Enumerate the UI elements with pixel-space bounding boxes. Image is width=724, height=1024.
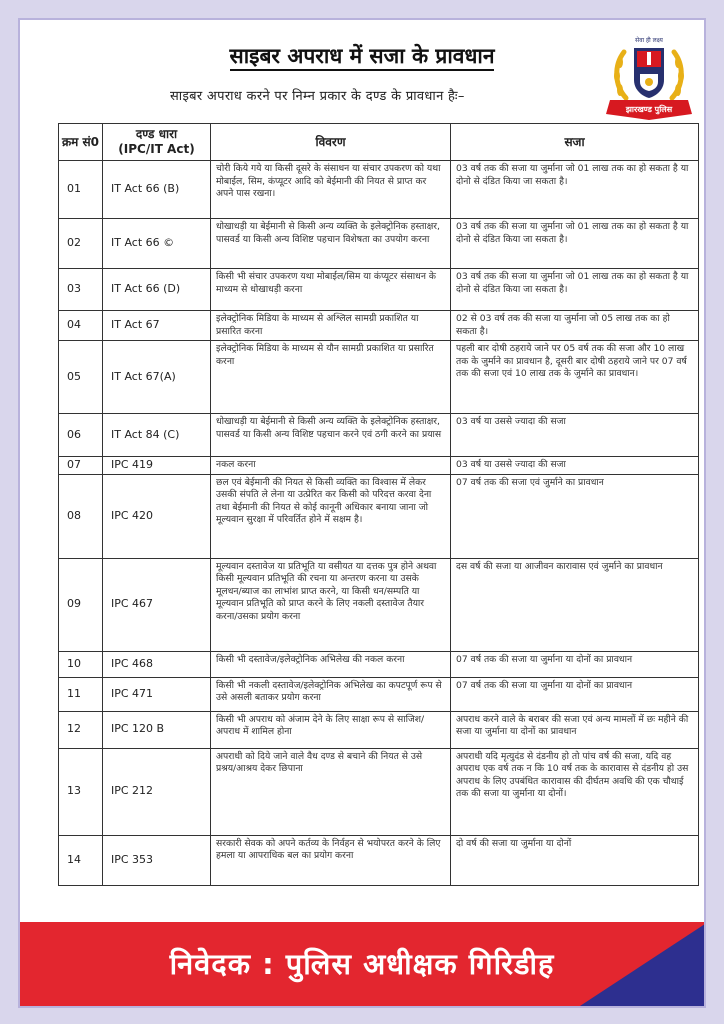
serial-cell: 10: [59, 651, 103, 677]
penalty-cell: 03 वर्ष तक की सजा या जुर्माना जो 01 लाख तक का हो सकता है या दोनो से दंडित किया जा सकता है।: [451, 161, 699, 219]
serial-cell: 06: [59, 414, 103, 457]
section-cell: IPC 471: [103, 677, 211, 711]
penalty-cell: 03 वर्ष या उससे ज्यादा की सजा: [451, 414, 699, 457]
notice-page: [18, 18, 706, 1008]
serial-cell: 14: [59, 835, 103, 885]
serial-cell: 11: [59, 677, 103, 711]
header-section-line1: दण्ड धारा: [135, 127, 178, 141]
description-cell: मूल्यवान दस्तावेज या प्रतिभूति या वसीयत या दत्तक पुत्र होने अथवा किसी मूल्यवान प्रतिभूति की रचना या अन्तरण करना या उसके मूलधन/ब्याज का लाभांश प्राप्त करने, या किसी धन/सम्पति या मूल्यवान प्रतिभूति को प्राप्त करने के लिए नकली दस्तावेज तैयार करना/उसका प्रयोग करना: [211, 558, 451, 651]
penalty-cell: पहली बार दोषी ठहराये जाने पर 05 वर्ष तक की सजा और 10 लाख तक के जुर्माने का प्रावधान है, दूसरी बार दोषी ठहराये जाने पर 07 वर्ष तक की सजा एवं 10 लाख तक के जुर्माने का प्रावधान।: [451, 341, 699, 414]
table-row: [59, 748, 699, 835]
penalty-cell: दो वर्ष की सजा या जुर्माना या दोनों: [451, 835, 699, 885]
section-cell: IT Act 67(A): [103, 341, 211, 414]
cyber-crime-penalty-table: [58, 123, 699, 886]
penalty-cell: 07 वर्ष तक की सजा या जुर्माना या दोनों का प्रावधान: [451, 677, 699, 711]
serial-cell: 05: [59, 341, 103, 414]
serial-cell: 03: [59, 269, 103, 311]
serial-cell: 12: [59, 711, 103, 748]
description-cell: धोखाधड़ी या बेईमानी से किसी अन्य व्यक्ति के इलेक्ट्रोनिक हस्ताक्षर, पासवर्ड या किसी अन्य विशिष्ट पहचान विशेषता का उपयोग करना: [211, 219, 451, 269]
penalty-cell: अपराध करने वाले के बराबर की सजा एवं अन्य मामलों में छः महीने की सजा या जुर्माना या दोनों का प्रावधान: [451, 711, 699, 748]
description-cell: सरकारी सेवक को अपने कर्तव्य के निर्वहन से भयोपरत करने के लिए हमला या आपराधिक बल का प्रयोग करना: [211, 835, 451, 885]
table-header-row: [59, 124, 699, 161]
description-cell: धोखाधड़ी या बेईमानी से किसी अन्य व्यक्ति के इलेक्ट्रोनिक हस्ताक्षर, पासवर्ड या किसी अन्य विशिष्ट पहचान करने एवं ठगी करने का प्रयास: [211, 414, 451, 457]
section-cell: IT Act 66 (B): [103, 161, 211, 219]
penalty-cell: 03 वर्ष या उससे ज्यादा की सजा: [451, 457, 699, 475]
table-row: [59, 677, 699, 711]
penalty-cell: 02 से 03 वर्ष तक की सजा या जुर्माना जो 05 लाख तक का हो सकता है।: [451, 311, 699, 341]
description-cell: किसी भी नकली दस्तावेज/इलेक्ट्रोनिक अभिलेख का कपटपूर्ण रूप से उसे असली बताकर प्रयोग करना: [211, 677, 451, 711]
table-row: [59, 414, 699, 457]
serial-cell: 04: [59, 311, 103, 341]
logo-top-text: सेवा ही लक्ष्य: [635, 37, 663, 44]
footer-text: निवेदक : पुलिस अधीक्षक गिरिडीह: [169, 947, 555, 981]
penalty-cell: 03 वर्ष तक की सजा या जुर्माना जो 01 लाख तक का हो सकता है या दोनो से दंडित किया जा सकता है।: [451, 269, 699, 311]
description-cell: नकल करना: [211, 457, 451, 475]
table-row: [59, 341, 699, 414]
page-title: [20, 42, 704, 70]
header-serial: क्रम सं0: [59, 124, 103, 161]
section-cell: IT Act 84 (C): [103, 414, 211, 457]
description-cell: किसी भी दस्तावेज/इलेक्ट्रोनिक अभिलेख की नकल करना: [211, 651, 451, 677]
description-cell: छल एवं बेईमानी की नियत से किसी व्यक्ति का विश्वास में लेकर उसकी संपति ले लेना या उत्प्रेरित कर किसी को परिदत्त करवा देना तथा बेईमानी की नियत से कोई कानूनी अधिकार बनाया जाना जो मूल्यवान सुरक्षा में परिवर्तित होने में सक्षम है।: [211, 474, 451, 558]
table-row: [59, 269, 699, 311]
description-cell: इलेक्ट्रोनिक मिडिया के माध्यम से अश्लिल सामग्री प्रकाशित या प्रसारित करना: [211, 311, 451, 341]
serial-cell: 02: [59, 219, 103, 269]
section-cell: IT Act 66 ©: [103, 219, 211, 269]
section-cell: IT Act 66 (D): [103, 269, 211, 311]
section-cell: IPC 467: [103, 558, 211, 651]
section-cell: IT Act 67: [103, 311, 211, 341]
serial-cell: 09: [59, 558, 103, 651]
header-section-line2: (IPC/IT Act): [118, 142, 195, 156]
table-row: [59, 558, 699, 651]
description-cell: अपराधी को दिये जाने वाले वैध दण्ड से बचाने की नियत से उसे प्रश्रय/आश्रय देकर छिपाना: [211, 748, 451, 835]
section-cell: IPC 353: [103, 835, 211, 885]
header-penalty: सजा: [451, 124, 699, 161]
table-row: [59, 219, 699, 269]
description-cell: किसी भी अपराध को अंजाम देने के लिए साक्षा रूप से साजिश/अपराध में शामिल होना: [211, 711, 451, 748]
table-row: [59, 457, 699, 475]
penalty-cell: 07 वर्ष तक की सजा या जुर्माना या दोनों का प्रावधान: [451, 651, 699, 677]
header-section: [103, 124, 211, 161]
penalty-cell: दस वर्ष की सजा या आजीवन कारावास एवं जुर्माने का प्रावधान: [451, 558, 699, 651]
section-cell: IPC 212: [103, 748, 211, 835]
table-row: [59, 311, 699, 341]
description-cell: किसी भी संचार उपकरण यथा मोबाईल/सिम या कंप्यूटर संसाधन के माध्यम से धोखाधड़ी करना: [211, 269, 451, 311]
table-row: [59, 651, 699, 677]
footer-banner: [20, 922, 704, 1006]
serial-cell: 13: [59, 748, 103, 835]
section-cell: IPC 419: [103, 457, 211, 475]
serial-cell: 08: [59, 474, 103, 558]
section-cell: IPC 120 B: [103, 711, 211, 748]
page-title-text: साइबर अपराध में सजा के प्रावधान: [230, 44, 495, 71]
table-row: [59, 161, 699, 219]
section-cell: IPC 420: [103, 474, 211, 558]
serial-cell: 07: [59, 457, 103, 475]
serial-cell: 01: [59, 161, 103, 219]
header-description: विवरण: [211, 124, 451, 161]
description-cell: इलेक्ट्रोनिक मिडिया के माध्यम से यौन सामग्री प्रकाशित या प्रसारित करना: [211, 341, 451, 414]
penalty-cell: अपराधी यदि मृत्युदंड से दंडनीय हो तो पांच वर्ष की सजा, यदि वह अपराध एक वर्ष तक न कि 10 वर्ष तक के कारावास से दंडनीय हो उस अपराध के लिए उपबंधित कारावास की दीर्घतम अवधि की एक चौथाई तक की सजा या जुर्माना या दोनों।: [451, 748, 699, 835]
penalty-cell: 07 वर्ष तक की सजा एवं जुर्माने का प्रावधान: [451, 474, 699, 558]
description-cell: चोरी किये गये या किसी दूसरे के संसाधन या संचार उपकरण को यथा मोबाईल, सिम, कंप्यूटर आदि को बेईमानी की नियत से प्राप्त कर अपने पास रखना।: [211, 161, 451, 219]
penalty-cell: 03 वर्ष तक की सजा या जुर्माना जो 01 लाख तक का हो सकता है या दोनो से दंडित किया जा सकता है।: [451, 219, 699, 269]
jharkhand-police-logo-icon: [604, 30, 694, 122]
logo-banner-text: झारखण्ड पुलिस: [625, 105, 673, 114]
page-subtitle: साइबर अपराध करने पर निम्न प्रकार के दण्ड के प्रावधान हैः–: [170, 89, 465, 104]
table-row: [59, 711, 699, 748]
section-cell: IPC 468: [103, 651, 211, 677]
table-row: [59, 835, 699, 885]
table-row: [59, 474, 699, 558]
